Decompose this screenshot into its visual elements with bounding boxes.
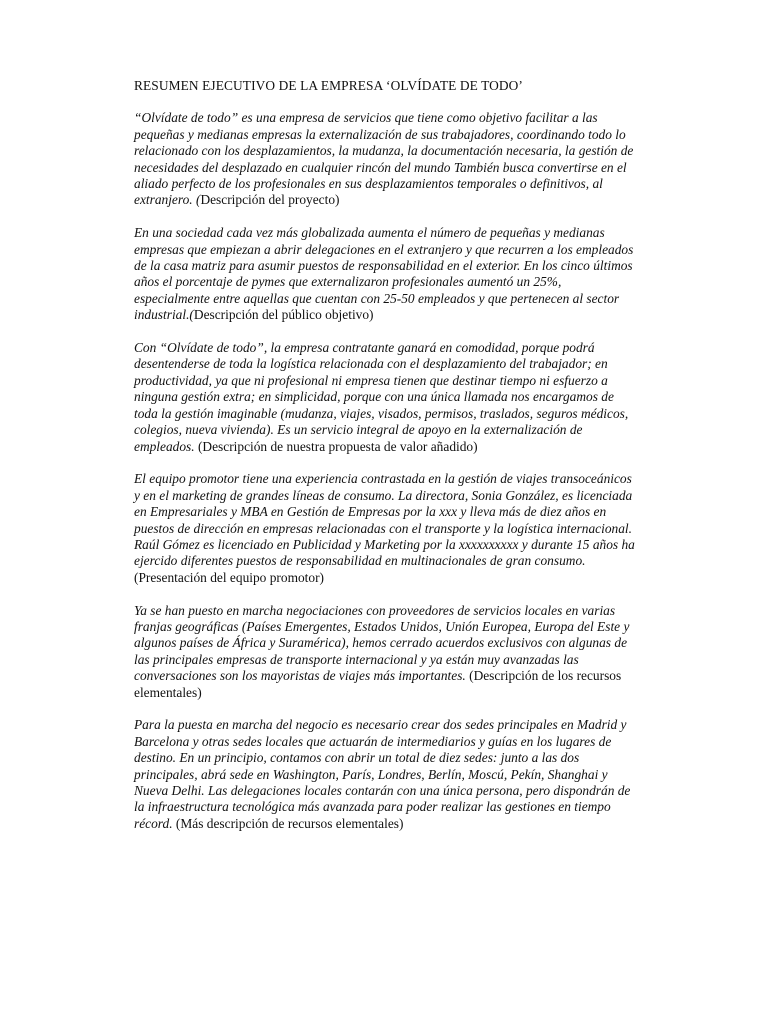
- section-tag: (Más descripción de recursos elementales): [172, 815, 404, 831]
- paragraph-body: En una sociedad cada vez más globalizada aumenta el número de pequeñas y medianas empresas que empiezan a abrir delegaciones en el extranjero y que recurren a los empleados de la casa matriz para asumir puestos de responsabilidad en el exterior. En los cinco últimos años el porcentaje de pymes que externalizaron profesionales aumentó un 25%, especialmente entre aquellas que cuentan con 25-50 empleados y que pertenecen al sector industrial.(: [134, 225, 634, 323]
- paragraph-value-proposition: [134, 340, 638, 455]
- paragraph-body: Para la puesta en marcha del negocio es necesario crear dos sedes principales en Madrid y Barcelona y otras sedes locales que actuarán de intermediarios y guías en los lugares de destino. En un principio, contamos con abrir un total de diez sedes: junto a las dos principales, abrá sede en Washington, París, Londres, Berlín, Moscú, Pekín, Shanghai y Nueva Delhi. Las delegaciones locales contarán con una única persona, pero dispondrán de la infraestructura tecnológica más avanzada para poder realizar las gestiones en tiempo récord.: [134, 717, 631, 831]
- document-page: [134, 78, 638, 849]
- paragraph-project-description: [134, 110, 638, 208]
- paragraph-founding-team: [134, 471, 638, 586]
- section-tag: (Descripción de nuestra propuesta de valor añadido): [194, 438, 478, 454]
- paragraph-target-audience: [134, 225, 638, 323]
- document-title: RESUMEN EJECUTIVO DE LA EMPRESA ‘OLVÍDATE DE TODO’: [134, 78, 523, 93]
- paragraph-body: Con “Olvídate de todo”, la empresa contratante ganará en comodidad, porque podrá desentenderse de toda la logística relacionada con el desplazamiento del trabajador; en productividad, ya que ni profesional ni empresa tienen que destinar tiempo ni esfuerzo a ninguna gestión extra; en simplicidad, porque con una única llamada nos encargamos de toda la gestión imaginable (mudanza, viajes, visados, permisos, traslados, seguros médicos, colegios, nueva vivienda). Es un servicio integral de apoyo en la externalización de empleados.: [134, 340, 629, 454]
- section-tag: (Presentación del equipo promotor): [134, 569, 325, 585]
- section-tag: (Descripción de los recursos elementales): [134, 668, 622, 700]
- section-tag: Descripción del proyecto): [200, 192, 340, 208]
- paragraph-body: El equipo promotor tiene una experiencia contrastada en la gestión de viajes transoceánicos y en el marketing de grandes líneas de consumo. La directora, Sonia González, es licenciada en Empresariales y MBA en Gestión de Empresas por la xxx y lleva más de diez años en puestos de dirección en empresas relacionadas con el transporte y la logística internacional. Raúl Gómez es licenciado en Publicidad y Marketing por la xxxxxxxxxx y durante 15 años ha ejercido diferentes puestos de responsabilidad en multinacionales de gran consumo.: [134, 471, 635, 569]
- paragraph-key-resources: [134, 603, 638, 701]
- paragraph-body: “Olvídate de todo” es una empresa de servicios que tiene como objetivo facilitar a las pequeñas y medianas empresas la externalización de sus trabajadores, coordinando todo lo relacionado con los desplazamientos, la mudanza, la documentación necesaria, la gestión de necesidades del desplazado en cualquier rincón del mundo También busca convertirse en el aliado perfecto de los profesionales en sus desplazamientos temporales o definitivos, al extranjero. (: [134, 110, 634, 208]
- paragraph-body: Ya se han puesto en marcha negociaciones con proveedores de servicios locales en varias franjas geográficas (Países Emergentes, Estados Unidos, Unión Europea, Europa del Este y algunos países de África y Suramérica), hemos cerrado acuerdos exclusivos con algunas de las principales empresas de transporte internacional y ya están muy avanzadas las conversaciones son los mayoristas de viajes más importantes.: [134, 602, 630, 684]
- paragraph-more-resources: [134, 717, 638, 832]
- section-tag: Descripción del público objetivo): [193, 307, 374, 323]
